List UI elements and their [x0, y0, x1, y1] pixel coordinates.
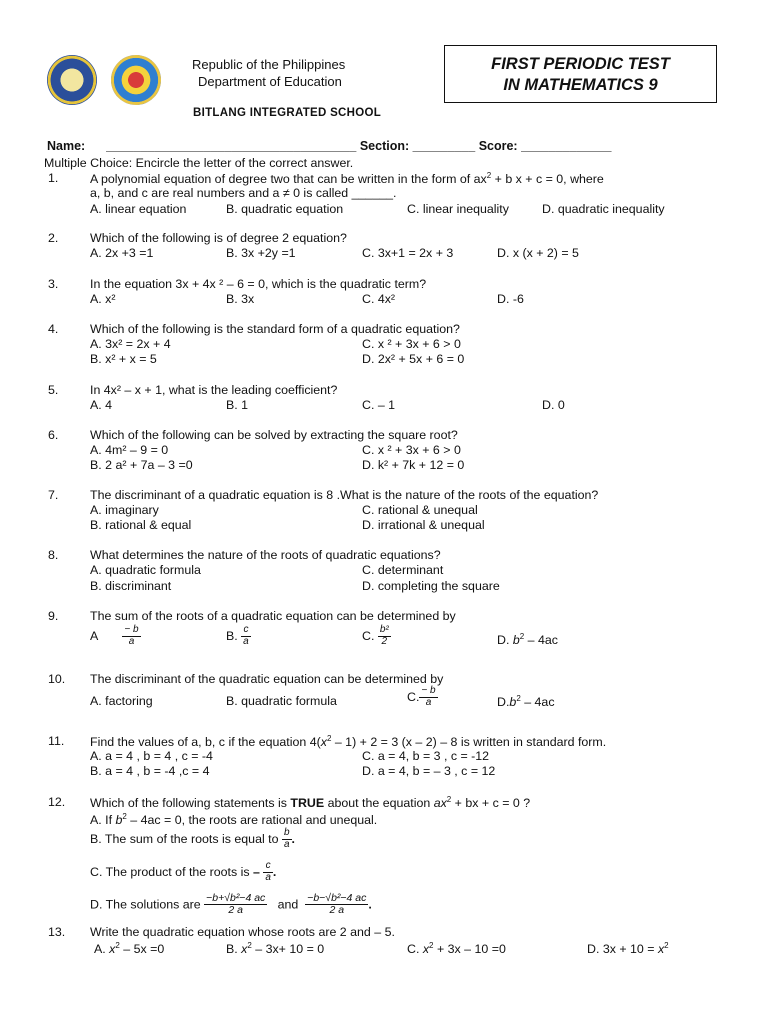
q12-fraction-d2: $\frac{\text{−b−√b²−4 ac}}{2 a}$ [307, 892, 367, 917]
q1-text-line2: a, b, and c are real numbers and a ≠ 0 is called ______. [90, 186, 397, 200]
q2-option-a[interactable]: A. 2x +3 =1 [90, 246, 154, 260]
q10-option-b[interactable]: B. quadratic formula [226, 694, 337, 708]
q3-text: In the equation 3x + 4x ² – 6 = 0, which is the quadratic term? [90, 277, 427, 291]
q11-option-d[interactable]: D. a = 4, b = – 3 , c = 12 [362, 764, 496, 778]
q1-option-d[interactable]: D. quadratic inequality [542, 202, 665, 216]
q2-text: Which of the following is of degree 2 equation? [90, 231, 347, 245]
division-seal-logo [111, 55, 161, 105]
q3-option-a[interactable]: A. x² [90, 292, 116, 306]
q13-option-c[interactable]: C. $x^2 + 3x - 10 =0$ [407, 941, 506, 957]
q10-option-a[interactable]: A. factoring [90, 694, 153, 708]
q6-option-d[interactable]: D. k² + 7k + 12 = 0 [362, 458, 465, 472]
q4-option-b[interactable]: B. x² + x = 5 [90, 352, 157, 366]
q12-text: Which of the following statements is TRUE about the equation $ax^2$ + bx + c = 0 ? [90, 795, 531, 811]
q7-option-d[interactable]: D. irrational & unequal [362, 518, 485, 532]
q8-text: What determines the nature of the roots of quadratic equations? [90, 548, 441, 562]
q5-text: In 4x² – x + 1, what is the leading coefficient? [90, 383, 338, 397]
q3-option-b[interactable]: B. 3x [226, 292, 255, 306]
score-blank[interactable]: _____________ [521, 139, 612, 153]
q5-option-b[interactable]: B. 1 [226, 398, 249, 412]
test-title-box [444, 45, 717, 103]
q6-text: Which of the following can be solved by extracting the square root? [90, 428, 458, 442]
q4-text: Which of the following is the standard form of a quadratic equation? [90, 322, 460, 336]
q9-fraction-b: $\frac{c}{a}$ [243, 624, 249, 647]
q5-option-a[interactable]: A. 4 [90, 398, 113, 412]
q6-option-a[interactable]: A. 4m² – 9 = 0 [90, 443, 169, 457]
section-label: Section: [359, 139, 410, 153]
school-name: BITLANG INTEGRATED SCHOOL [193, 107, 382, 119]
q9-option-d[interactable]: D. $b^2 - 4ac$ [497, 632, 558, 648]
q8-number: 8. [48, 548, 59, 562]
q4-number: 4. [48, 322, 59, 336]
q1-option-c[interactable]: C. linear inequality [407, 202, 509, 216]
q3-option-c[interactable]: C. 4x² [362, 292, 396, 306]
q13-text: Write the quadratic equation whose roots are 2 and – 5. [90, 925, 395, 939]
q1-text-line1: A polynomial equation of degree two that can be written in the form of $ax^2 + b$ x + c = 0, where [90, 171, 604, 187]
q4-option-c[interactable]: C. x ² + 3x + 6 > 0 [362, 337, 461, 351]
q3-option-d[interactable]: D. -6 [497, 292, 524, 306]
q12-option-c[interactable]: C. The product of the roots is – $\frac{c}{a}$ . [90, 860, 277, 883]
q9-option-a[interactable]: A $\frac{- b}{a}$ [90, 624, 139, 647]
q10-option-c[interactable]: C. $\frac{- b}{a}$ [407, 685, 436, 708]
q13-option-b[interactable]: B. $x^2 - 3x+ 10 = 0$ [226, 941, 325, 957]
q3-number: 3. [48, 277, 59, 291]
q9-fraction-c: $\frac{\text{b²}}{2}$ [379, 624, 389, 647]
q12-number: 12. [48, 795, 66, 809]
deped-seal-logo [47, 55, 97, 105]
q8-option-c[interactable]: C. determinant [362, 563, 444, 577]
q11-option-b[interactable]: B. a = 4 , b = -4 ,c = 4 [90, 764, 210, 778]
title-line-2: IN MATHEMATICS 9 [503, 76, 658, 94]
q13-option-d[interactable]: D. $3x + 10 = x^2$ [587, 941, 669, 957]
q2-number: 2. [48, 231, 59, 245]
q2-option-d[interactable]: D. x (x + 2) = 5 [497, 246, 579, 260]
q10-number: 10. [48, 672, 66, 686]
q9-option-b[interactable]: B. $\frac{c}{a}$ [226, 624, 249, 647]
q6-option-b[interactable]: B. 2 a² + 7a – 3 =0 [90, 458, 193, 472]
q10-option-d[interactable]: $D.b^2 - 4ac$ [497, 694, 555, 710]
q1-option-b[interactable]: B. quadratic equation [226, 202, 344, 216]
q11-number: 11. [48, 734, 65, 748]
name-label: Name: [47, 139, 86, 153]
q9-number: 9. [48, 609, 59, 623]
name-blank[interactable]: ____________________________________ [106, 139, 357, 153]
q10-text: The discriminant of the quadratic equation can be determined by [90, 672, 444, 686]
q9-option-c[interactable]: C. $\frac{\text{b²}}{2}$ [362, 624, 389, 647]
q2-option-c[interactable]: C. 3x+1 = 2x + 3 [362, 246, 454, 260]
q13-number: 13. [48, 925, 66, 939]
q5-number: 5. [48, 383, 59, 397]
q12-fraction-d1: $\frac{\text{−b+√b²−4 ac}}{2 a}$ [206, 892, 266, 917]
q5-option-c[interactable]: C. – 1 [362, 398, 396, 412]
q4-option-a[interactable]: A. 3x² = 2x + 4 [90, 337, 171, 351]
republic-text: Republic of the Philippines [192, 57, 346, 72]
q12-fraction-c: $\frac{c}{a}$ [265, 860, 271, 883]
q4-option-d[interactable]: D. 2x² + 5x + 6 = 0 [362, 352, 465, 366]
q8-option-d[interactable]: D. completing the square [362, 579, 500, 593]
q6-number: 6. [48, 428, 59, 442]
q9-text: The sum of the roots of a quadratic equation can be determined by [90, 609, 456, 623]
q9-fraction-a: $\frac{- b}{a}$ [124, 624, 139, 647]
q13-option-a[interactable]: A. $x^2 - 5x =0$ [94, 941, 165, 957]
q1-option-a[interactable]: A. linear equation [90, 202, 187, 216]
title-line-1: FIRST PERIODIC TEST [491, 55, 670, 73]
q7-option-c[interactable]: C. rational & unequal [362, 503, 478, 517]
q12-fraction-b: $\frac{b}{a}$ [283, 827, 290, 850]
q11-option-c[interactable]: C. a = 4, b = 3 , c = -12 [362, 749, 490, 763]
q7-option-b[interactable]: B. rational & equal [90, 518, 192, 532]
q11-option-a[interactable]: A. a = 4 , b = 4 , c = -4 [90, 749, 213, 763]
q12-option-b[interactable]: B. The sum of the roots is equal to $\frac{b}{a}$ . [90, 827, 295, 850]
section-blank[interactable]: _________ [412, 139, 476, 153]
q12-option-d[interactable]: D. The solutions are $\frac{\text{−b+√b²−4 ac}}{2 a}$ and $\frac{\text{−b−√b²−4 ac}}{2 a}$ . [90, 892, 372, 917]
instructions: Multiple Choice: Encircle the letter of the correct answer. [44, 156, 354, 170]
q8-option-b[interactable]: B. discriminant [90, 579, 172, 593]
score-label: Score: [478, 139, 518, 153]
q7-option-a[interactable]: A. imaginary [90, 503, 159, 517]
q6-option-c[interactable]: C. x ² + 3x + 6 > 0 [362, 443, 461, 457]
name-section-score-line [47, 139, 611, 153]
q1-number: 1. [48, 171, 59, 185]
q11-text: Find the values of a, b, c if the equation $4(x^2 - 1) + 2 = 3$ (x – 2) – 8 is written in standard form. [90, 734, 607, 750]
q8-option-a[interactable]: A. quadratic formula [90, 563, 201, 577]
q7-number: 7. [48, 488, 59, 502]
q2-option-b[interactable]: B. 3x +2y =1 [226, 246, 296, 260]
q12-option-a[interactable]: A. If $b^2 - 4ac = 0$, the roots are rational and unequal. [90, 812, 378, 828]
q7-text: The discriminant of a quadratic equation is 8 .What is the nature of the roots of the equation? [90, 488, 599, 502]
q5-option-d[interactable]: D. 0 [542, 398, 565, 412]
q10-fraction: $\frac{- b}{a}$ [421, 685, 436, 708]
department-text: Department of Education [198, 74, 342, 89]
